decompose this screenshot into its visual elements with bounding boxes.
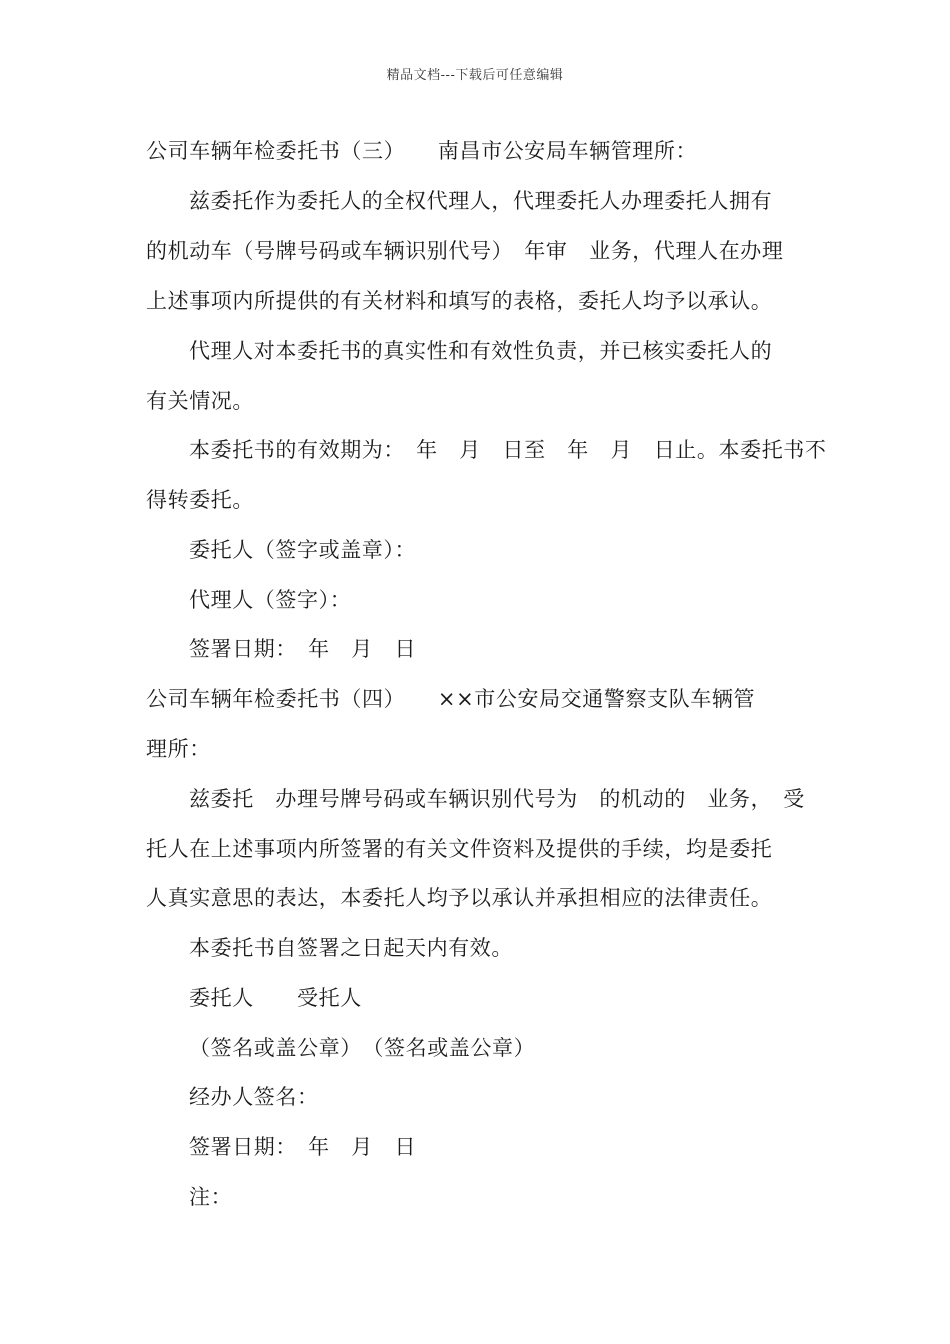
paragraph-line: 得转委托。: [146, 488, 254, 512]
paragraph-line: 本委托书自签署之日起天内有效。: [189, 936, 513, 960]
page-header: 精品文档---下载后可任意编辑: [386, 68, 564, 83]
note-line: 注：: [189, 1185, 233, 1209]
signature-line: 代理人（签字）：: [189, 588, 352, 612]
signature-line: （签名或盖公章） （签名或盖公章）: [189, 1036, 536, 1060]
date-line: 签署日期： 年 月 日: [189, 637, 417, 661]
paragraph-line: 有关情况。: [146, 389, 254, 413]
signature-line: 委托人 受托人: [189, 986, 362, 1010]
paragraph-line: 人真实意思的表达，本委托人均予以承认并承担相应的法律责任。: [146, 886, 773, 910]
paragraph-line: 兹委托 办理号牌号码或车辆识别代号为 的机动的 业务， 受: [189, 787, 805, 811]
paragraph-line: 代理人对本委托书的真实性和有效性负责，并已核实委托人的: [189, 339, 773, 363]
paragraph-line: 理所：: [146, 737, 211, 761]
paragraph-line: 托人在上述事项内所签署的有关文件资料及提供的手续，均是委托: [146, 837, 773, 861]
paragraph-line: 的机动车（号牌号码或车辆识别代号） 年审 业务，代理人在办理: [146, 239, 784, 263]
date-line: 签署日期： 年 月 日: [189, 1135, 417, 1159]
paragraph-line: 上述事项内所提供的有关材料和填写的表格，委托人均予以承认。: [146, 289, 773, 313]
title-line-3: 公司车辆年检委托书（三） 南昌市公安局车辆管理所：: [146, 139, 698, 163]
paragraph-line: 兹委托作为委托人的全权代理人，代理委托人办理委托人拥有: [189, 189, 773, 213]
signature-line: 委托人（签字或盖章）：: [189, 538, 417, 562]
paragraph-line: 本委托书的有效期为： 年 月 日至 年 月 日止。本委托书不: [189, 438, 827, 462]
title-line-4: 公司车辆年检委托书（四） ××市公安局交通警察支队车辆管: [146, 687, 756, 711]
signature-line: 经办人签名：: [189, 1085, 319, 1109]
